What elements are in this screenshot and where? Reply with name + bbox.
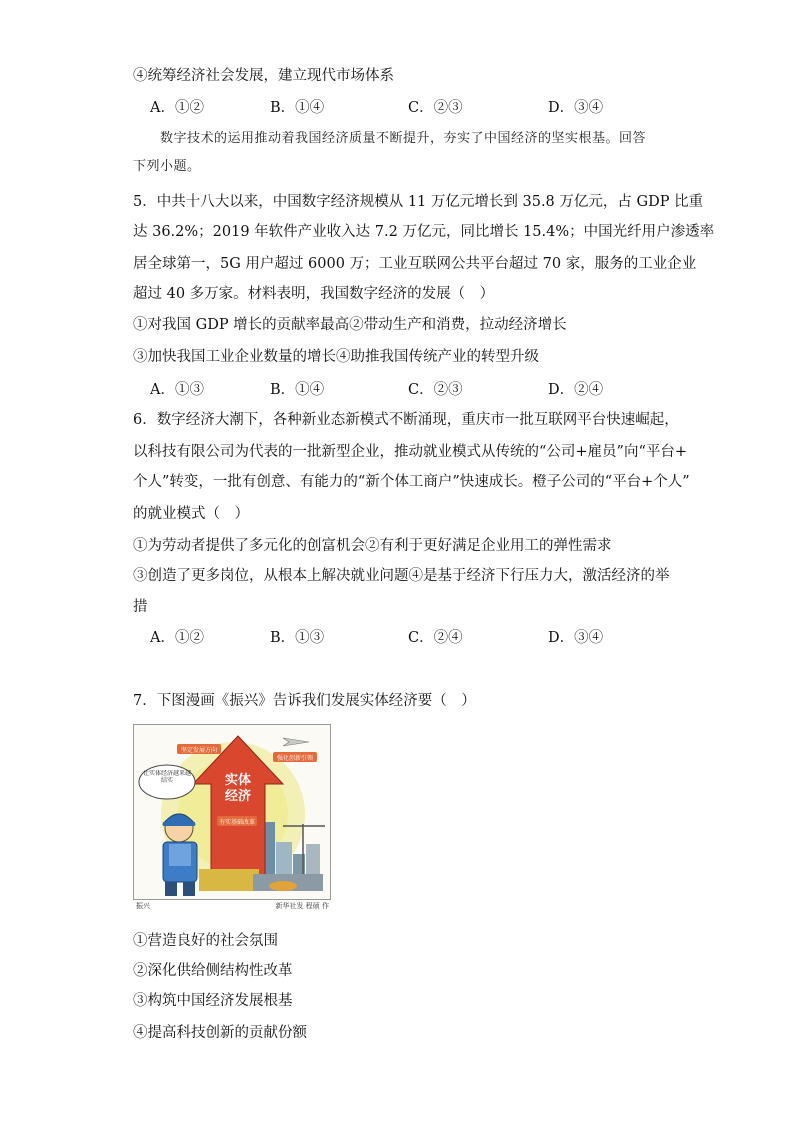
- q4-item-4: ④统筹经济社会发展，建立现代市场体系: [133, 68, 394, 84]
- q5-option-b[interactable]: B．①④: [270, 382, 325, 398]
- material-line-2: 下列小题。: [133, 159, 201, 174]
- banner-3: 夯实基础改革: [218, 819, 256, 826]
- arrow-text-1: 实体: [224, 773, 252, 788]
- q6-item-4-cont: 措: [133, 599, 148, 615]
- q5-stem-line-3: 居全球第一，5G 用户超过 6000 万；工业互联网公共平台超过 70 家，服务的工业企业: [133, 256, 697, 272]
- q6-stem-line-3: 个人”转变，一批有创意、有能力的“新个体工商户”快速成长。橙子公司的“平台+个人”: [133, 474, 690, 490]
- q6-option-b[interactable]: B．①③: [270, 630, 325, 646]
- q7-item-3: ③构筑中国经济发展根基: [133, 993, 293, 1009]
- cartoon-caption-left: 振兴: [136, 902, 150, 910]
- q5-options: [150, 380, 610, 400]
- q5-item-3-4: ③加快我国工业企业数量的增长④助推我国传统产业的转型升级: [133, 349, 539, 365]
- q7-item-1: ①营造良好的社会氛围: [133, 933, 278, 949]
- q7-item-2: ②深化供给侧结构性改革: [133, 963, 293, 979]
- q4-option-d[interactable]: D．③④: [548, 100, 604, 116]
- q6-option-a[interactable]: A．①②: [150, 630, 204, 646]
- q5-option-a[interactable]: A．①③: [150, 382, 204, 398]
- q5-stem-line-4: 超过 40 多万家。材料表明，我国数字经济的发展（ ）: [133, 286, 495, 302]
- speech-bubble-text: 让实体经济越来越结实: [143, 770, 191, 784]
- cartoon-caption-right: 新华社发 程硕 作: [275, 902, 329, 910]
- q6-option-c[interactable]: C．②④: [408, 630, 463, 646]
- q5-stem-line-2: 达 36.2%；2019 年软件产业收入达 7.2 万亿元，同比增长 15.4%；中国光纤用户渗透率: [133, 224, 715, 240]
- q6-item-3-4: ③创造了更多岗位，从根本上解决就业问题④是基于经济下行压力大，激活经济的举: [133, 568, 670, 584]
- q6-options: [150, 628, 610, 648]
- q6-stem-line-4: 的就业模式（ ）: [133, 506, 249, 522]
- q6-option-d[interactable]: D．③④: [548, 630, 604, 646]
- q4-option-a[interactable]: A．①②: [150, 100, 204, 116]
- car-icon: [269, 881, 297, 891]
- q5-option-d[interactable]: D．②④: [548, 382, 604, 398]
- q7-item-4: ④提高科技创新的贡献份额: [133, 1025, 307, 1041]
- banner-2: 强化创新引领: [276, 755, 314, 762]
- q5-option-c[interactable]: C．②③: [408, 382, 463, 398]
- q7-stem: 7．下图漫画《振兴》告诉我们发展实体经济要（ ）: [133, 693, 476, 709]
- q4-option-b[interactable]: B．①④: [270, 100, 325, 116]
- q4-option-c[interactable]: C．②③: [408, 100, 463, 116]
- arrow-text-2: 经济: [224, 789, 252, 804]
- q6-item-1-2: ①为劳动者提供了多元化的创富机会②有利于更好满足企业用工的弹性需求: [133, 538, 612, 554]
- banner-1: 坚定发展方向: [180, 747, 218, 754]
- material-line-1: 数字技术的运用推动着我国经济质量不断提升，夯实了中国经济的坚实根基。回答: [160, 131, 647, 146]
- zhenxing-cartoon: [133, 724, 331, 914]
- q4-options: [150, 98, 610, 118]
- q6-stem-line-1: 6．数字经济大潮下，各种新业态新模式不断涌现，重庆市一批互联网平台快速崛起，: [133, 412, 679, 428]
- q5-item-1-2: ①对我国 GDP 增长的贡献率最高②带动生产和消费，拉动经济增长: [133, 317, 567, 333]
- q6-stem-line-2: 以科技有限公司为代表的一批新型企业，推动就业模式从传统的“公司+雇员”向“平台+: [133, 444, 688, 460]
- q5-stem-line-1: 5．中共十八大以来，中国数字经济规模从 11 万亿元增长到 35.8 万亿元，占 GDP 比重: [133, 194, 704, 210]
